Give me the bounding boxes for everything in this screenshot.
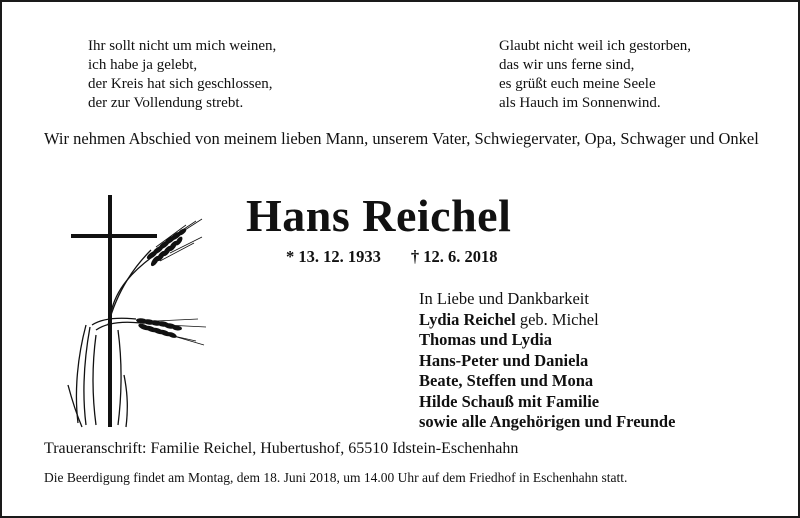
mourner-row: [419, 310, 675, 331]
mourning-address: Traueranschrift: Familie Reichel, Hubertushof, 65510 Idstein-Eschenhahn: [44, 440, 519, 457]
mourner-row: Hans-Peter und Daniela: [419, 350, 589, 370]
mourner-row: Beate, Steffen und Mona: [419, 371, 594, 390]
mourners-list: [419, 289, 675, 433]
mourner-suffix: geb. Michel: [515, 309, 599, 329]
intro-text: Wir nehmen Abschied von meinem lieben Mann, unserem Vater, Schwiegervater, Opa, Schwager und Onkel: [44, 129, 759, 148]
cross-wheat-icon: [56, 195, 216, 430]
funeral-notice: Die Beerdigung findet am Montag, dem 18. Juni 2018, um 14.00 Uhr auf dem Friedhof in Eschenhahn statt.: [44, 470, 628, 485]
poem-line: ich habe ja gelebt,: [88, 57, 198, 73]
mourners-heading: In Liebe und Dankbarkeit: [419, 289, 589, 308]
life-dates: [286, 247, 498, 267]
poem-line: Ihr sollt nicht um mich weinen,: [88, 38, 277, 54]
mourner-row: Thomas und Lydia: [419, 330, 552, 349]
birth-date: * 13. 12. 1933: [286, 247, 381, 266]
poem-line: der Kreis hat sich geschlossen,: [88, 76, 273, 92]
poem-line: das wir uns ferne sind,: [499, 57, 635, 73]
death-date: † 12. 6. 2018: [410, 247, 498, 266]
poem-line: der zur Vollendung strebt.: [88, 95, 244, 111]
poem-right: [499, 37, 691, 113]
mourner-row: sowie alle Angehörigen und Freunde: [419, 412, 676, 431]
mourner-row: Hilde Schauß mit Familie: [419, 391, 600, 411]
poem-line: Glaubt nicht weil ich gestorben,: [499, 38, 692, 54]
mourner-name: Lydia Reichel: [419, 309, 516, 329]
poem-line: als Hauch im Sonnenwind.: [499, 95, 661, 111]
poem-left: [88, 37, 276, 113]
poem-line: es grüßt euch meine Seele: [499, 76, 656, 92]
deceased-name: Hans Reichel: [246, 190, 512, 241]
